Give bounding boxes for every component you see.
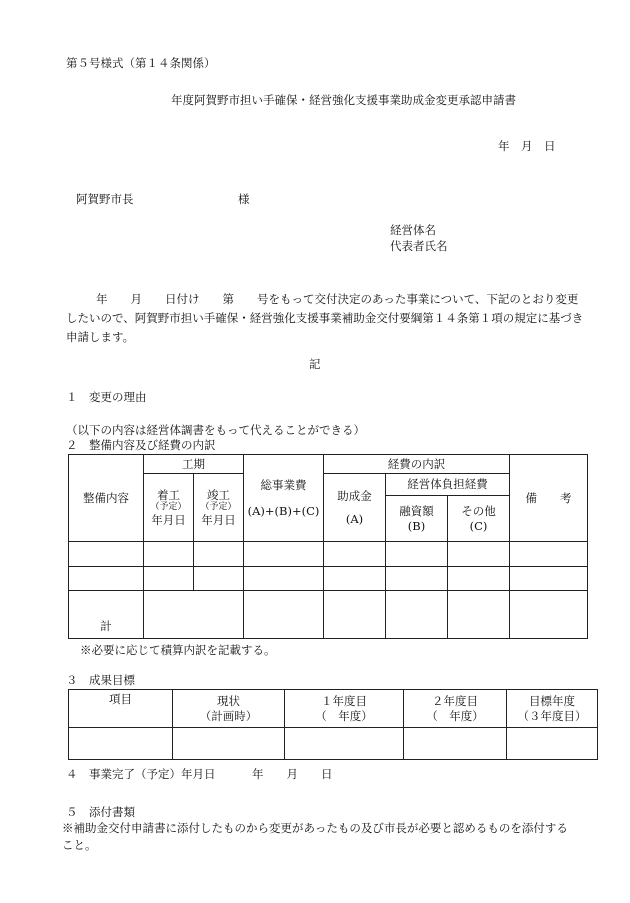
representative-name-label: 代表者氏名 (390, 239, 448, 253)
header-total (244, 455, 324, 542)
ki-label: 記 (309, 357, 321, 371)
completion-date: 年 月 日 (252, 767, 333, 781)
table-row (69, 567, 588, 591)
header-item: 整備内容 (69, 455, 144, 542)
header-outcome-item: 項目 (69, 690, 173, 728)
section2-note: （以下の内容は経営体調書をもって代えることができる） (66, 423, 365, 437)
header-year1 (285, 690, 404, 728)
honorific: 様 (238, 192, 250, 206)
header-other-code: (C) (469, 518, 488, 533)
section2-heading: ２ 整備内容及び経費の内訳 (66, 438, 216, 452)
header-loan-label: 融資額 (399, 504, 434, 519)
header-period: 工期 (144, 455, 244, 474)
header-current (173, 690, 285, 728)
header-year2 (404, 690, 507, 728)
header-remarks: 備 考 (510, 455, 588, 542)
header-loan-code: (B) (407, 518, 426, 533)
header-end-label: 竣工 (207, 487, 230, 502)
header-year2-sub: （ 年度） (426, 708, 484, 723)
document-title: 年度阿賀野市担い手確保・経営強化支援事業助成金変更承認申請書 (171, 93, 516, 107)
total-row (69, 591, 588, 639)
body-text: 年 月 日付け 第 号をもって交付決定のあった事業について、下記のとおり変更したいので、阿賀野市担い手確保・経営強化支援事業補助金交付要綱第１４条第１項の規定に基づき申請します。 (66, 292, 584, 344)
header-start-label: 着工 (157, 487, 180, 502)
header-start-sub: （予定） (150, 502, 187, 513)
header-start-ymd: 年月日 (151, 512, 186, 527)
table-row (69, 542, 588, 567)
header-target-label: 目標年度 (529, 694, 575, 709)
header-end (194, 474, 244, 542)
header-target-sub: （３年度目） (517, 708, 587, 723)
header-burden: 経営体負担経費 (386, 474, 510, 496)
section1-heading: １ 変更の理由 (66, 390, 147, 404)
table-row (69, 728, 598, 760)
header-year1-label: １年度目 (321, 694, 367, 709)
table-note: ※必要に応じて積算内訳を記載する。 (80, 643, 276, 657)
header-other-label: その他 (461, 504, 496, 519)
header-subsidy (324, 474, 386, 542)
header-start (144, 474, 194, 542)
date-line: 年 月 日 (498, 139, 556, 153)
header-year1-sub: （ 年度） (315, 708, 373, 723)
header-subsidy-code: (A) (345, 511, 364, 526)
form-label: 第５号様式（第１４条関係） (66, 56, 216, 70)
addressee: 阿賀野市長 (76, 192, 134, 206)
attachment-note: ※補助金交付申請書に添付したものから変更があったもの及び市長が必要と認めるものを添付すること。 (62, 821, 568, 852)
header-current-sub: （計画時） (199, 708, 258, 723)
header-current-label: 現状 (217, 694, 240, 709)
header-total-label: 総事業費 (260, 477, 307, 492)
section3-heading: ３ 成果目標 (66, 673, 135, 687)
section5-heading: ５ 添付書類 (66, 805, 135, 819)
header-other (448, 496, 510, 542)
total-row-label: 計 (69, 591, 144, 639)
section4-heading: ４ 事業完了（予定）年月日 (66, 767, 216, 781)
header-end-sub: （予定） (200, 502, 237, 513)
header-total-formula: (A)+(B)+(C) (247, 504, 320, 518)
header-subsidy-label: 助成金 (337, 489, 372, 504)
header-target (507, 690, 598, 728)
expense-table (68, 454, 588, 639)
header-loan (386, 496, 448, 542)
applicant-name-label: 経営体名 (390, 223, 436, 237)
header-year2-label: ２年度目 (432, 694, 478, 709)
header-breakdown: 経費の内訳 (324, 455, 510, 474)
header-end-ymd: 年月日 (201, 512, 236, 527)
outcome-table (68, 689, 598, 760)
